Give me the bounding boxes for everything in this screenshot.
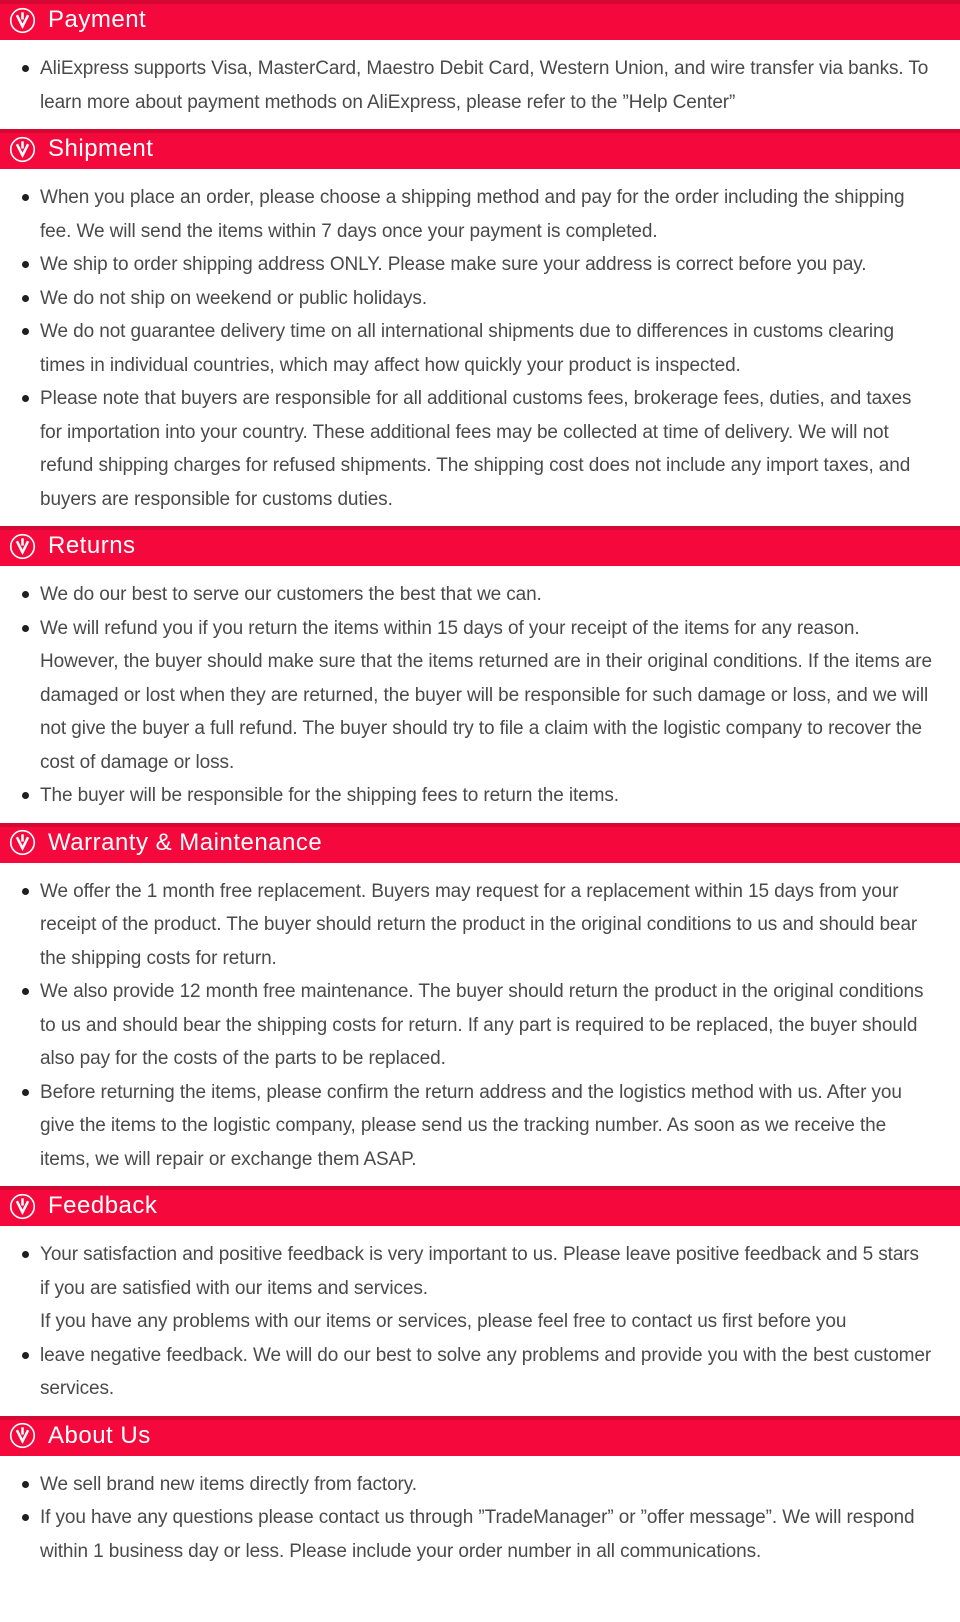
- list-item-text: If you have any problems with our items or services, please feel free to contact us first before you: [40, 1311, 847, 1332]
- list-item: [22, 315, 932, 382]
- brand-circle-icon: [9, 829, 36, 856]
- bullet-icon: [22, 1352, 29, 1359]
- brand-circle-icon: [9, 1422, 36, 1449]
- section-shipment: [0, 129, 960, 526]
- bullet-icon: [22, 1514, 29, 1521]
- bullet-icon: [22, 65, 29, 72]
- section-header-payment: [0, 0, 960, 40]
- section-warranty-maintenance: [0, 823, 960, 1187]
- list-item-text: The buyer will be responsible for the shipping fees to return the items.: [40, 785, 619, 806]
- brand-circle-icon: [9, 136, 36, 163]
- bullet-icon: [22, 591, 29, 598]
- brand-circle-icon: [9, 1193, 36, 1220]
- list-item-text: We do not ship on weekend or public holidays.: [40, 287, 428, 309]
- bullet-icon: [22, 1481, 29, 1488]
- section-header-shipment: [0, 129, 960, 169]
- list-item: [22, 248, 932, 282]
- list-item: [22, 1238, 932, 1305]
- section-header-about-us: [0, 1416, 960, 1456]
- section-payment: [0, 0, 960, 129]
- section-title: Returns: [48, 532, 136, 559]
- list-item-text: We will refund you if you return the items within 15 days of your receipt of the items for any reason. However, the buyer should make sure that the items returned are in their original conditions. If the items are damaged or lost when they are returned, the buyer will be responsible for such damage or loss, and we will not give the buyer a full refund. The buyer should try to file a claim with the logistic company to recover the cost of damage or loss.: [40, 617, 932, 773]
- bullet-icon: [22, 295, 29, 302]
- brand-circle-icon: [9, 533, 36, 560]
- list-item-text: We do not guarantee delivery time on all international shipments due to differences in customs clearing times in individual countries, which may affect how quickly your product is inspected.: [40, 321, 894, 376]
- section-title: About Us: [48, 1421, 151, 1449]
- list-item: [22, 1339, 932, 1406]
- section-header-feedback: [0, 1186, 960, 1226]
- section-about-us: [0, 1416, 960, 1579]
- section-body-returns: [0, 566, 960, 823]
- bullet-icon: [22, 625, 29, 632]
- bullet-icon: [22, 328, 29, 335]
- list-item: [22, 1076, 932, 1177]
- section-body-warranty-maintenance: [0, 863, 960, 1187]
- list-item-text: We also provide 12 month free maintenance. The buyer should return the product in the original conditions to us and should bear the shipping costs for return. If any part is required to be replaced, the buyer should also pay for the costs of the parts to be replaced.: [40, 981, 924, 1069]
- list-item: [22, 1468, 932, 1502]
- list-item-text: leave negative feedback. We will do our best to solve any problems and provide you with the best customer services.: [40, 1344, 932, 1399]
- list-item: [22, 52, 932, 119]
- section-feedback: [0, 1186, 960, 1416]
- bullet-icon: [22, 988, 29, 995]
- section-body-about-us: [0, 1456, 960, 1579]
- list-item: [22, 975, 932, 1076]
- list-item-text: Before returning the items, please confirm the return address and the logistics method with us. After you give the items to the logistic company, please send us the tracking number. As soon as we receive the items, we will repair or exchange them ASAP.: [40, 1081, 902, 1170]
- list-item-text: When you place an order, please choose a shipping method and pay for the order including the shipping fee. We will send the items within 7 days once your payment is completed.: [40, 187, 905, 242]
- list-item: [22, 181, 932, 248]
- list-item: [22, 578, 932, 612]
- list-item-text: Your satisfaction and positive feedback is very important to us. Please leave positive feedback and 5 stars if you are satisfied with our items and services.: [40, 1244, 919, 1299]
- list-item: [22, 1501, 932, 1568]
- list-item-continuation: [22, 1305, 932, 1339]
- section-header-returns: [0, 526, 960, 566]
- list-item-text: If you have any questions please contact us through ”TradeManager” or ”offer message”. We will respond within 1 business day or less. Please include your order number in all communications.: [40, 1507, 915, 1562]
- list-item: [22, 382, 932, 516]
- section-body-payment: [0, 40, 960, 129]
- section-title: Shipment: [48, 135, 154, 162]
- list-item-text: We ship to order shipping address ONLY. Please make sure your address is correct before you pay.: [40, 254, 867, 275]
- section-title: Payment: [48, 6, 147, 33]
- bullet-icon: [22, 1251, 29, 1258]
- bullet-icon: [22, 194, 29, 201]
- section-body-shipment: [0, 169, 960, 526]
- bullet-icon: [22, 395, 29, 402]
- section-header-warranty-maintenance: [0, 823, 960, 863]
- list-item: [22, 612, 932, 780]
- list-item: [22, 875, 932, 976]
- list-item-text: We sell brand new items directly from factory.: [40, 1473, 417, 1495]
- bullet-icon: [22, 792, 29, 799]
- brand-circle-icon: [9, 7, 36, 34]
- list-item-text: We do our best to serve our customers the best that we can.: [40, 584, 542, 605]
- list-item: [22, 779, 932, 813]
- list-item-text: AliExpress supports Visa, MasterCard, Maestro Debit Card, Western Union, and wire transfer via banks. To learn more about payment methods on AliExpress, please refer to the ”Help Center”: [40, 58, 929, 113]
- section-title: Feedback: [48, 1192, 158, 1219]
- list-item-text: Please note that buyers are responsible for all additional customs fees, brokerage fees, duties, and taxes for importation into your country. These additional fees may be collected at time of delivery. We will not refund shipping charges for refused shipments. The shipping cost does not include any import taxes, and buyers are responsible for customs duties.: [40, 388, 912, 510]
- list-item: [22, 282, 932, 316]
- bullet-icon: [22, 1089, 29, 1096]
- section-returns: [0, 526, 960, 823]
- section-body-feedback: [0, 1226, 960, 1416]
- bullet-icon: [22, 261, 29, 268]
- bullet-icon: [22, 888, 29, 895]
- section-title: Warranty & Maintenance: [48, 828, 323, 856]
- list-item-text: We offer the 1 month free replacement. Buyers may request for a replacement within 15 days from your receipt of the product. The buyer should return the product in the original conditions to us and should bear the shipping costs for return.: [40, 880, 918, 969]
